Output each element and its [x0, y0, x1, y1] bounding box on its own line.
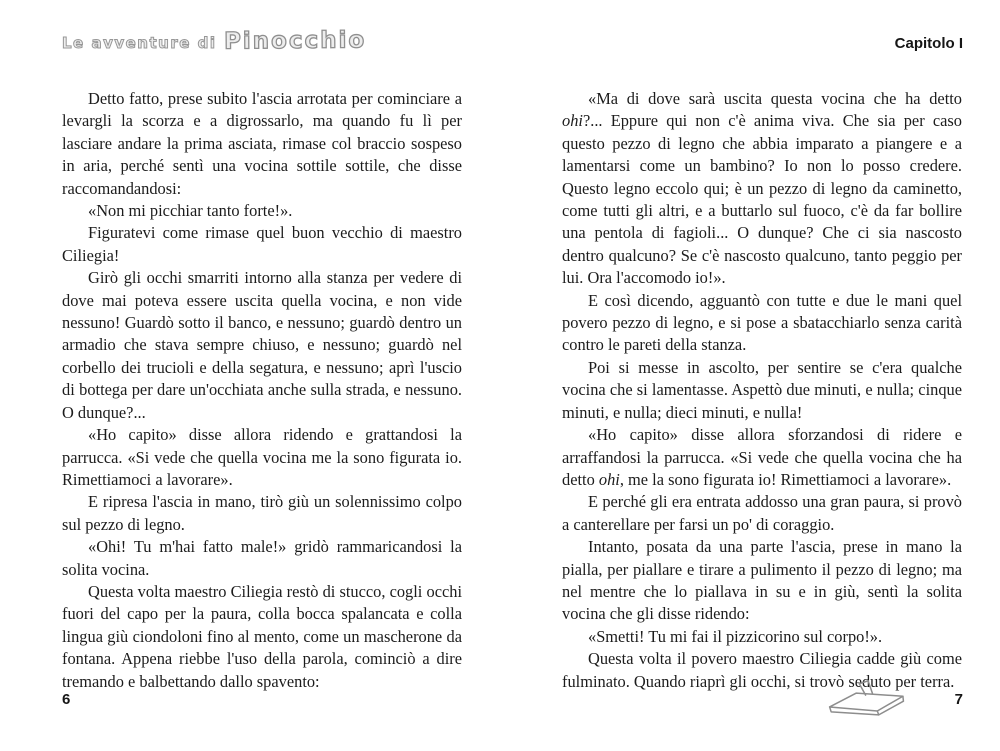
italic-text: ohi — [598, 469, 620, 489]
italic-text: ohi — [562, 111, 583, 131]
text-segment: ?... Eppure qui non c'è anima viva. Che sia per caso questo pezzo di legno che abbia imparato a piangere e a lamentarsi come un bambino? Io non lo posso credere. Questo legno eccolo qui; è un pezzo di legno da caminetto, come tutti gli altri, e a buttarlo sul fuoco, c'è da far bollire una pentola di fagioli... O dunque? Che ci sia nascosto dentro qualcuno? Se c'è nascosto qualcuno, tanto peggio per lui. Ora l'accomodo io!». — [562, 111, 962, 288]
paragraph — [62, 88, 462, 200]
text-segment: Questa volta maestro Ciliegia restò di stucco, cogli occhi fuori del capo per la paura, colla bocca spalancata e colla lingua giù ciondoloni fino al mento, come un mascherone da fontana. Appena riebbe l'uso della parola, cominciò a dire tremando e balbettando dallo spavento: — [62, 581, 462, 691]
text-segment: Poi si messe in ascolto, per sentire se c'era qualche vocina che si lamentasse. Aspettò due minuti, e nulla; cinque minuti, e nulla; dieci minuti, e nulla! — [562, 357, 962, 422]
text-segment: «Smetti! Tu mi fai il pizzicorino sul corpo!». — [588, 626, 883, 646]
right-page-text — [562, 88, 962, 693]
book-title-prefix: Le avventure di — [62, 34, 217, 52]
paragraph — [562, 626, 962, 648]
paragraph — [562, 88, 962, 290]
text-segment: Intanto, posata da una parte l'ascia, prese in mano la pialla, per piallare e tirare a pulimento il pezzo di legno; ma nel mentre che lo piallava in su e in giù, sentì la solita vocina che gli disse ridendo: — [562, 537, 962, 624]
text-segment: E così dicendo, agguantò con tutte e due le mani quel povero pezzo di legno, e si pose a sbatacchiarlo senza carità contro le pareti della stanza. — [562, 290, 962, 355]
text-segment: E perché gli era entrata addosso una gran paura, si provò a canterellare per farsi un po' di coraggio. — [562, 492, 962, 534]
text-segment: Detto fatto, prese subito l'ascia arrotata per cominciare a levargli la scorza e a digrossarlo, ma quando fu lì per lasciare andare la prima asciata, rimase col braccio sospeso in aria, perché sentì una vocina sottile sottile, che disse raccomandandosi: — [62, 89, 462, 198]
paragraph — [62, 267, 462, 424]
hand-plane-icon — [824, 675, 910, 723]
plane-illustration — [824, 675, 910, 723]
paragraph — [62, 200, 462, 222]
text-segment: «Ma di dove sarà uscita questa vocina che ha detto — [588, 89, 962, 108]
paragraph — [62, 491, 462, 536]
text-segment: Girò gli occhi smarriti intorno alla stanza per vedere di dove mai poteva essere uscita quella vocina, e non vide nessuno! Guardò sotto il banco, e nessuno; guardò dentro un armadio che stava sempre chiuso, e nessuno; guardò nel corbello dei trucioli e della segatura, e nessuno; aprì l'uscio di bottega per dare un'occhiata anche sulla strada, e nessuno. O dunque?... — [62, 268, 462, 422]
paragraph — [562, 491, 962, 536]
book-title — [62, 28, 366, 54]
paragraph — [562, 536, 962, 626]
paragraph — [562, 290, 962, 357]
page-number-left: 6 — [62, 691, 71, 708]
text-segment: Figuratevi come rimase quel buon vecchio di maestro Ciliegia! — [62, 223, 462, 265]
running-head — [62, 28, 963, 54]
text-segment: «Non mi picchiar tanto forte!». — [88, 201, 293, 221]
left-page-text — [62, 88, 462, 693]
text-spread — [62, 88, 962, 693]
text-segment: Questa volta il povero maestro Ciliegia cadde giù come fulminato. Quando riaprì gli occhi, si trovò seduto per terra. — [562, 649, 962, 691]
paragraph — [62, 581, 462, 693]
paragraph — [562, 357, 962, 424]
paragraph — [62, 222, 462, 267]
text-segment: E ripresa l'ascia in mano, tirò giù un solennissimo colpo sul pezzo di legno. — [62, 492, 462, 534]
text-segment: , me la sono figurata io! Rimettiamoci a lavorare». — [619, 469, 952, 489]
text-segment: «Ho capito» disse allora ridendo e grattandosi la parrucca. «Si vede che quella vocina me la sono figurata io. Rimettiamoci a lavorare». — [62, 425, 462, 489]
chapter-heading: Capitolo I — [894, 35, 963, 52]
paragraph — [62, 424, 462, 491]
text-segment: «Ho capito» disse allora sforzandosi di ridere e arraffandosi la parrucca. «Si vede che quella vocina che ha detto — [562, 425, 962, 489]
text-segment: «Ohi! Tu m'hai fatto male!» gridò rammaricandosi la solita vocina. — [62, 537, 462, 579]
paragraph — [62, 536, 462, 581]
paragraph — [562, 424, 962, 491]
page-number-right: 7 — [954, 691, 963, 708]
book-title-name: Pinocchio — [223, 27, 366, 55]
